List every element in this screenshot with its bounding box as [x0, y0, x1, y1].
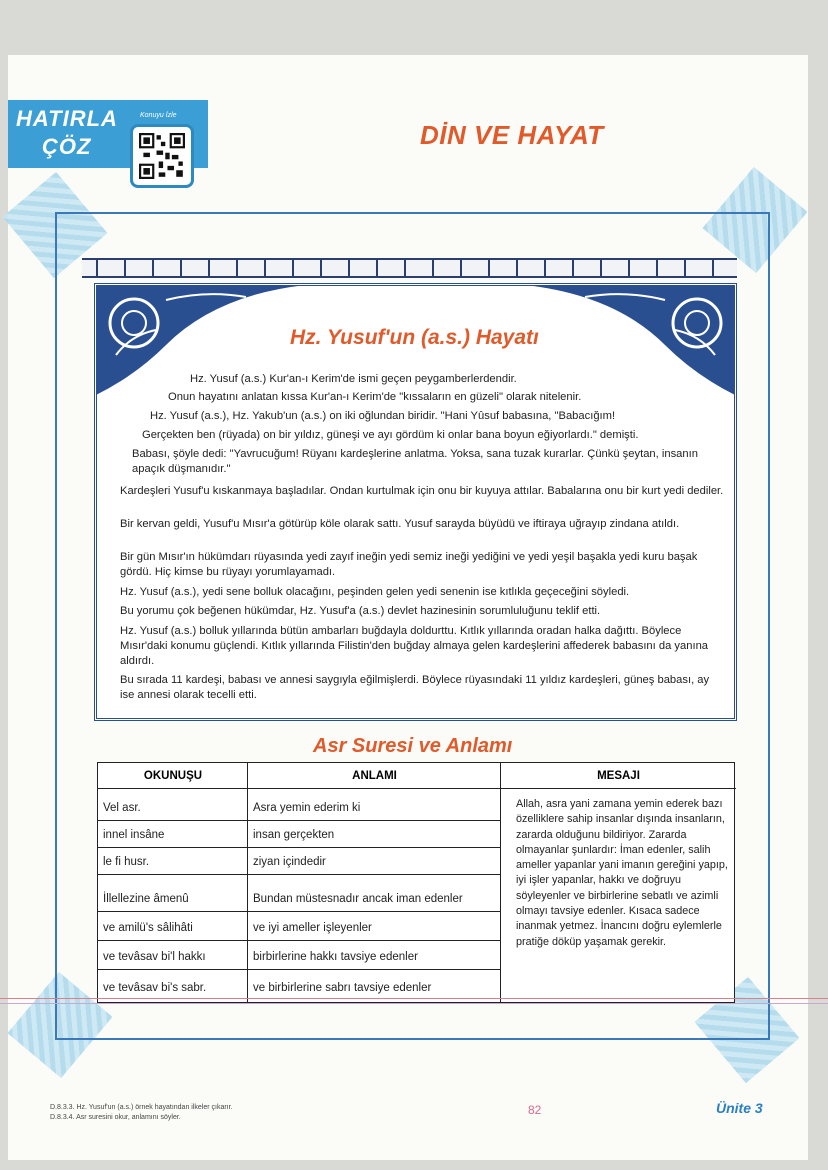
okunusu-cell: ve tevâsav bi'l hakkı: [98, 944, 248, 970]
decorative-line: [0, 998, 828, 999]
story-paragraph: Babası, şöyle dedi: "Yavrucuğum! Rüyanı kardeşlerine anlatma. Yoksa, sana tuzak kurarlar. Çünkü şeytan, insanın apaçık düşmanıdır.": [132, 448, 698, 475]
header-mesaji: MESAJI: [501, 763, 736, 789]
qr-caption: Konuyu İzle: [140, 112, 177, 119]
okunusu-cell: İllellezine âmenû: [98, 886, 248, 912]
okunusu-cell: le fi husr.: [98, 849, 248, 875]
asr-title: Asr Suresi ve Anlamı: [313, 735, 513, 757]
asr-table: [97, 762, 735, 1003]
brand-line2: ÇÖZ: [42, 134, 92, 159]
qr-code-icon[interactable]: [130, 124, 194, 188]
okunusu-cell: ve tevâsav bi's sabr.: [103, 982, 207, 994]
learning-outcome: D.8.3.3. Hz. Yusuf'un (a.s.) örnek hayatından ilkeler çıkarır.: [50, 1104, 233, 1111]
anlami-cell: ve iyi ameller işleyenler: [248, 915, 501, 941]
story-title: Hz. Yusuf'un (a.s.) Hayatı: [290, 326, 539, 349]
header-anlami: ANLAMI: [248, 763, 501, 789]
story-paragraph: Bir kervan geldi, Yusuf'u Mısır'a götürüp köle olarak sattı. Yusuf sarayda büyüdü ve iftiraya uğrayıp zindana atıldı.: [120, 518, 680, 530]
story-paragraph: Hz. Yusuf (a.s.), yedi sene bolluk olacağını, peşinden gelen yedi senenin ise kıtlıkla geçeceğini söyledi.: [120, 586, 630, 598]
story-paragraph: Gerçekten ben (rüyada) on bir yıldız, güneşi ve ayı gördüm ki onlar bana boyun eğiyorlardı." demişti.: [142, 429, 639, 441]
anlami-cell: birbirlerine hakkı tavsiye edenler: [248, 944, 501, 970]
message-text: Allah, asra yani zamana yemin ederek bazı özelliklere sahip insanlar dışında insanların, zararda olduğunu bildiriyor. Zararda olmayanlar şunlardır: İman edenler, salih ameller yapanlar yani imanın gereğini yapıp, iyi işler yapanlar, hakkı ve doğruyu söyleyenler ve birbirlerine sebatlı ve azimli olmayı tavsiye edenler. Kısaca sadece inanmak yetmez. İnancını doğru eylemlerle pratiğe döküp yaşamak gerekir.: [516, 798, 728, 948]
story-paragraph: Hz. Yusuf (a.s.) Kur'an-ı Kerim'de ismi geçen peygamberlerdendir.: [190, 373, 517, 385]
story-paragraph: Kardeşleri Yusuf'u kıskanmaya başladılar. Ondan kurtulmak için onu bir kuyuya attılar. Babalarına onu bir kurt yedi dediler.: [120, 485, 724, 497]
learning-outcome: D.8.3.4. Asr suresini okur, anlamını söyler.: [50, 1114, 181, 1121]
story-paragraph: Bu yorumu çok beğenen hükümdar, Hz. Yusuf'a (a.s.) devlet hazinesinin sorumluluğunu teklif etti.: [120, 605, 601, 617]
decorative-line: [0, 1003, 828, 1004]
story-paragraph: Hz. Yusuf (a.s.), Hz. Yakub'un (a.s.) on iki oğlundan biridir. "Hani Yûsuf babasına, "Babacığım!: [150, 410, 616, 422]
brand-line1: HATIRLA: [16, 106, 118, 131]
anlami-cell: Bundan müstesnadır ancak iman edenler: [248, 886, 501, 912]
story-paragraph: Bir gün Mısır'ın hükümdarı rüyasında yedi zayıf ineğin yedi semiz ineği yediğini ve yedi yeşil başakla yedi kuru başak gördü. Hiç kimse bu rüyayı yorumlayamadı.: [120, 551, 698, 578]
section-title: DİN VE HAYAT: [420, 120, 604, 150]
okunusu-cell: innel insâne: [98, 822, 248, 848]
okunusu-cell: Vel asr.: [98, 795, 248, 821]
ornamental-border: [82, 258, 737, 278]
anlami-cell: ve birbirlerine sabrı tavsiye edenler: [253, 982, 432, 994]
anlami-cell: Asra yemin ederim ki: [248, 795, 501, 821]
story-paragraph: Hz. Yusuf (a.s.) bolluk yıllarında bütün ambarları buğdayla doldurttu. Kıtlık yıllarında oradan halka dağıttı. Böylece Mısır'daki konumu güçlendi. Kıtlık yıllarında Filistin'den buğday almaya gelen kardeşlerini affederek babasını da yanına aldırdı.: [120, 625, 709, 667]
story-paragraph: Bu sırada 11 kardeşi, babası ve annesi saygıyla eğilmişlerdi. Böylece rüyasındaki 11 yıldız kardeşleri, güneş babası, ay ise annesi olarak tecelli etti.: [120, 674, 710, 701]
header-okunusu: OKUNUŞU: [98, 763, 248, 789]
anlami-cell: ziyan içindedir: [248, 849, 501, 875]
unit-label: Ünite 3: [716, 1100, 763, 1116]
page-number: 82: [528, 1103, 542, 1117]
anlami-cell: insan gerçekten: [248, 822, 501, 848]
qr-pattern: [139, 133, 185, 179]
okunusu-cell: ve amilü's sâlihâti: [98, 915, 248, 941]
story-paragraph: Onun hayatını anlatan kıssa Kur'an-ı Kerim'de "kıssaların en güzeli" olarak nitelenir.: [168, 391, 582, 403]
